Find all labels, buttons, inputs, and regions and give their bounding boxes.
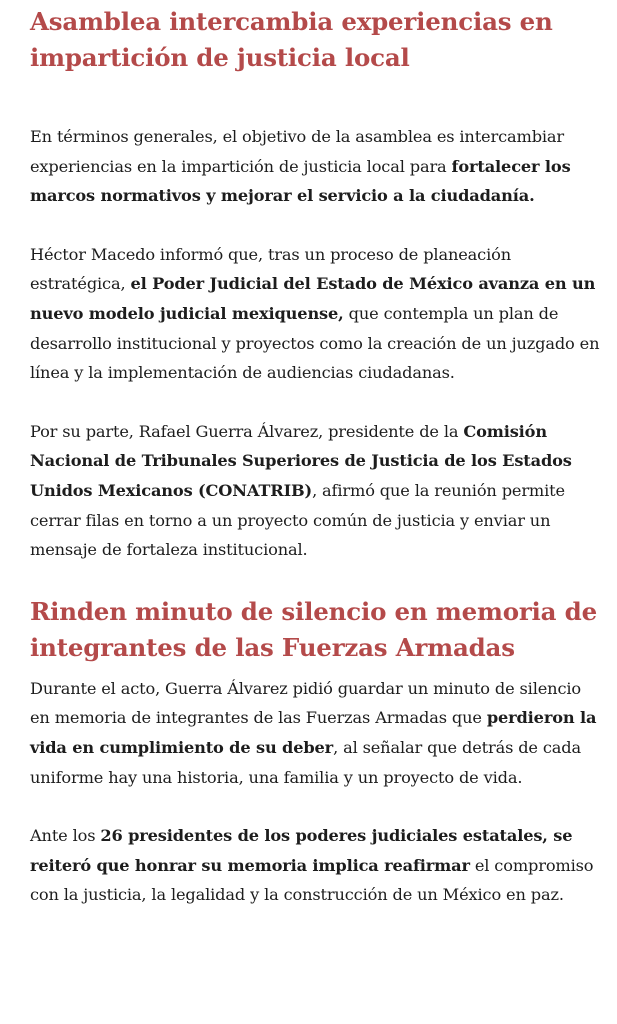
- paragraph-rafael-guerra: [30, 417, 600, 565]
- paragraph-text: que contempla un plan de desarrollo institucional y proyectos como la creación de un juzgado en línea y la implementación de audiencias ciudadanas.: [30, 303, 600, 383]
- paragraph-hector-macedo: [30, 240, 600, 388]
- paragraph-minuto-silencio: [30, 674, 600, 792]
- article-body: [30, 0, 600, 910]
- paragraph-text: , afirmó que la reunión permite cerrar filas en torno a un proyecto común de justicia y enviar un mensaje de fortaleza institucional.: [30, 480, 565, 560]
- paragraph-text: Por su parte, Rafael Guerra Álvarez, presidente de la: [30, 421, 464, 441]
- paragraph-text: Héctor Macedo informó que, tras un proceso de planeación estratégica,: [30, 244, 511, 294]
- section-heading-asamblea: Asamblea intercambia experiencias en impartición de justicia local: [30, 7, 553, 72]
- paragraph-text: el compromiso con la justicia, la legalidad y la construcción de un México en paz.: [30, 855, 594, 905]
- paragraph-bold-text: perdieron la vida en cumplimiento de su deber: [30, 708, 597, 757]
- paragraph-text: En términos generales, el objetivo de la asamblea es intercambiar experiencias en la impartición de justicia local para: [30, 127, 565, 176]
- paragraph-bold-text: Comisión Nacional de Tribunales Superiores de Justicia de los Estados Unidos Mexicanos (CONATRIB): [30, 421, 572, 500]
- paragraph-objetivo-asamblea: [30, 122, 600, 211]
- section-heading-minuto-silencio: Rinden minuto de silencio en memoria de integrantes de las Fuerzas Armadas: [30, 596, 597, 662]
- paragraph-text: Ante los: [30, 826, 101, 846]
- paragraph-bold-text: 26 presidentes de los poderes judiciales estatales, se reiteró que honrar su memoria implica reafirmar: [30, 826, 573, 875]
- paragraph-bold-text: fortalecer los marcos normativos y mejorar el servicio a la ciudadanía.: [30, 156, 571, 206]
- paragraph-presidentes-judiciales: [30, 821, 600, 910]
- paragraph-text: Durante el acto, Guerra Álvarez pidió guardar un minuto de silencio en memoria de integrantes de las Fuerzas Armadas que: [30, 678, 581, 728]
- paragraph-text: , al señalar que detrás de cada uniforme hay una historia, una familia y un proyecto de vida.: [30, 737, 581, 787]
- paragraph-bold-text: el Poder Judicial del Estado de México avanza en un nuevo modelo judicial mexiquense,: [30, 274, 596, 323]
